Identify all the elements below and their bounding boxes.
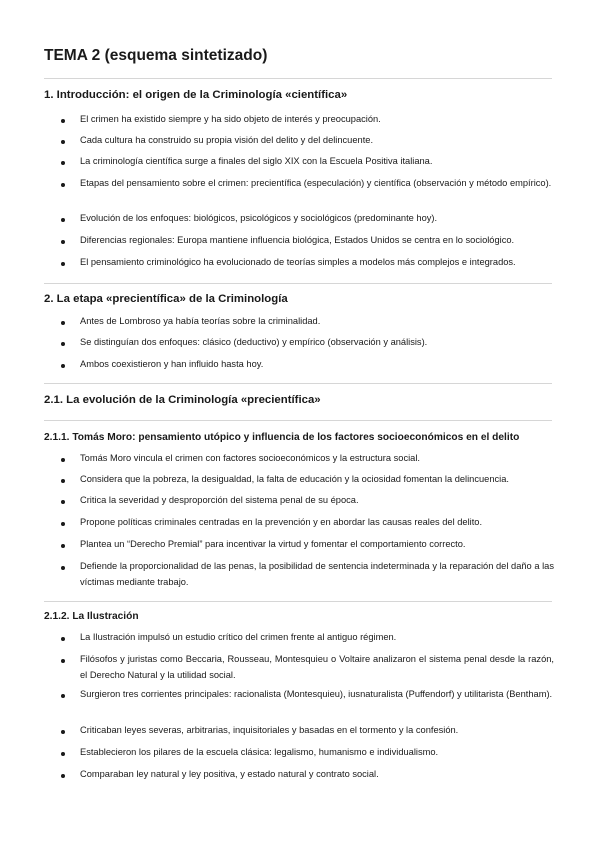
bullet-icon [61,119,65,123]
bullet-icon [61,637,65,641]
bullet-icon [61,774,65,778]
list-item: Defiende la proporcionalidad de las penas, la posibilidad de sentencia indeterminada y la reparación del daño a las víctimas mediante trabajo. [80,561,554,587]
section-heading: 1. Introducción: el origen de la Criminología «científica» [44,89,348,101]
subsection-heading: 2.1.2. La Ilustración [44,611,139,622]
list-item: Evolución de los enfoques: biológicos, psicológicos y sociológicos (predominante hoy). [80,213,438,223]
bullet-icon [61,730,65,734]
bullet-icon [61,321,65,325]
bullet-icon [61,140,65,144]
divider [44,383,552,384]
list-item: Considera que la pobreza, la desigualdad, la falta de educación y la ociosidad fomentan la delincuencia. [80,474,509,484]
bullet-icon [61,694,65,698]
bullet-icon [61,342,65,346]
list-item: Etapas del pensamiento sobre el crimen: precientífica (especulación) y científica (observación y método empírico). [80,178,552,188]
list-item: El pensamiento criminológico ha evolucionado de teorías simples a modelos más complejos e integrados. [80,257,516,267]
bullet-icon [61,500,65,504]
document-title: TEMA 2 (esquema sintetizado) [44,47,268,64]
divider [44,420,552,421]
list-item: Plantea un “Derecho Premial” para incentivar la virtud y fomentar el comportamiento correcto. [80,539,466,549]
list-item: Comparaban ley natural y ley positiva, y estado natural y contrato social. [80,769,379,779]
bullet-icon [61,544,65,548]
section-heading: 2. La etapa «precientífica» de la Criminología [44,293,288,305]
list-item: La criminología científica surge a finales del siglo XIX con la Escuela Positiva italiana. [80,156,433,166]
list-item: La Ilustración impulsó un estudio crítico del crimen frente al antiguo régimen. [80,632,397,642]
bullet-icon [61,522,65,526]
divider [44,78,552,79]
list-item: Surgieron tres corrientes principales: racionalista (Montesquieu), iusnaturalista (Puffendorf) y utilitarista (Bentham). [80,689,553,699]
bullet-icon [61,659,65,663]
bullet-icon [61,566,65,570]
bullet-icon [61,262,65,266]
list-item: Propone políticas criminales centradas en la prevención y en abordar las causas reales del delito. [80,517,483,527]
bullet-icon [61,364,65,368]
list-item: Criticaban leyes severas, arbitrarias, inquisitoriales y basadas en el tormento y la confesión. [80,725,459,735]
list-item: Antes de Lombroso ya había teorías sobre la criminalidad. [80,316,321,326]
divider [44,283,552,284]
list-item: Diferencias regionales: Europa mantiene influencia biológica, Estados Unidos se centra en lo sociológico. [80,235,515,245]
bullet-icon [61,458,65,462]
list-item: El crimen ha existido siempre y ha sido objeto de interés y preocupación. [80,114,381,124]
bullet-icon [61,161,65,165]
list-item: Tomás Moro vincula el crimen con factores socioeconómicos y la estructura social. [80,453,420,463]
bullet-icon [61,183,65,187]
divider [44,601,552,602]
list-item: Establecieron los pilares de la escuela clásica: legalismo, humanismo e individualismo. [80,747,439,757]
section-heading: 2.1. La evolución de la Criminología «precientífica» [44,394,321,406]
list-item: Ambos coexistieron y han influido hasta hoy. [80,359,264,369]
bullet-icon [61,752,65,756]
bullet-icon [61,240,65,244]
list-item: Se distinguían dos enfoques: clásico (deductivo) y empírico (observación y análisis). [80,337,428,347]
subsection-heading: 2.1.1. Tomás Moro: pensamiento utópico y influencia de los factores socioeconómicos en el delito [44,432,520,443]
bullet-icon [61,479,65,483]
list-item: Filósofos y juristas como Beccaria, Rousseau, Montesquieu o Voltaire analizaron el sistema penal desde la razón, el Derecho Natural y la utilidad social. [80,654,554,680]
list-item: Critica la severidad y desproporción del sistema penal de su época. [80,495,359,505]
bullet-icon [61,218,65,222]
list-item: Cada cultura ha construido su propia visión del delito y del delincuente. [80,135,374,145]
